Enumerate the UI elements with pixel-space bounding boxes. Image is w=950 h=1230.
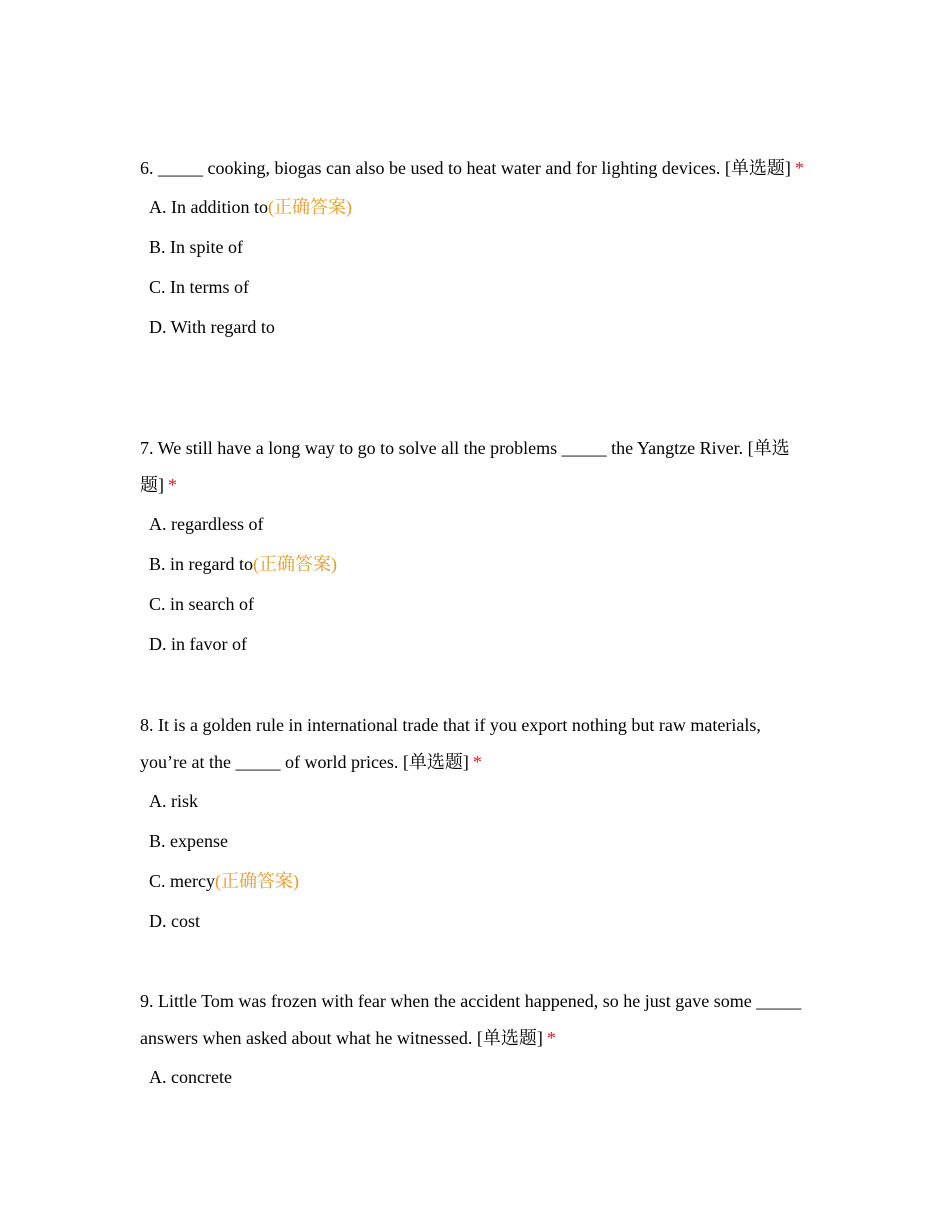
option-label: B. expense	[149, 831, 228, 851]
option-label: A. concrete	[149, 1067, 232, 1087]
correct-answer-tag: (正确答案)	[214, 871, 299, 891]
options-list	[140, 196, 805, 356]
option-c[interactable]	[140, 276, 805, 316]
option-d[interactable]	[140, 633, 805, 673]
question-9	[140, 983, 805, 1106]
option-label: D. in favor of	[149, 634, 247, 654]
option-c[interactable]	[140, 870, 805, 910]
option-b[interactable]	[140, 830, 805, 870]
option-a[interactable]	[140, 1066, 805, 1106]
option-label: D. With regard to	[149, 317, 275, 337]
option-a[interactable]	[140, 790, 805, 830]
question-6-text: 6. _____ cooking, biogas can also be used to heat water and for lighting devices. [单选题]	[140, 158, 791, 178]
required-mark: *	[472, 752, 482, 772]
question-text	[140, 707, 805, 781]
question-7	[140, 430, 805, 673]
option-a[interactable]	[140, 196, 805, 236]
options-list	[140, 790, 805, 950]
option-label: C. In terms of	[149, 277, 249, 297]
required-mark: *	[546, 1028, 556, 1048]
option-label: C. mercy	[149, 871, 215, 891]
question-text	[140, 983, 805, 1057]
option-label: B. In spite of	[149, 237, 243, 257]
options-list	[140, 513, 805, 673]
required-mark: *	[794, 158, 804, 178]
required-mark: *	[168, 475, 177, 495]
question-6	[140, 150, 805, 356]
option-b[interactable]	[140, 553, 805, 593]
option-label: A. In addition to	[149, 197, 268, 217]
option-label: D. cost	[149, 911, 200, 931]
question-7-text: 7. We still have a long way to go to solve all the problems _____ the Yangtze River. [单选题]	[140, 438, 790, 495]
question-text	[140, 150, 805, 187]
question-8-text: 8. It is a golden rule in international trade that if you export nothing but raw materials, you’re at the _____ of world prices. [单选题]	[140, 715, 761, 772]
option-c[interactable]	[140, 593, 805, 633]
correct-answer-tag: (正确答案)	[252, 554, 337, 574]
question-9-text: 9. Little Tom was frozen with fear when the accident happened, so he just gave some _____ answers when asked about what he witnessed. [单选题]	[140, 991, 802, 1048]
option-label: B. in regard to	[149, 554, 253, 574]
option-d[interactable]	[140, 316, 805, 356]
option-a[interactable]	[140, 513, 805, 553]
option-d[interactable]	[140, 910, 805, 950]
option-b[interactable]	[140, 236, 805, 276]
question-text	[140, 430, 805, 504]
options-list	[140, 1066, 805, 1106]
question-8	[140, 707, 805, 950]
correct-answer-tag: (正确答案)	[268, 197, 352, 217]
option-label: C. in search of	[149, 594, 254, 614]
option-label: A. regardless of	[149, 514, 264, 534]
option-label: A. risk	[149, 791, 198, 811]
